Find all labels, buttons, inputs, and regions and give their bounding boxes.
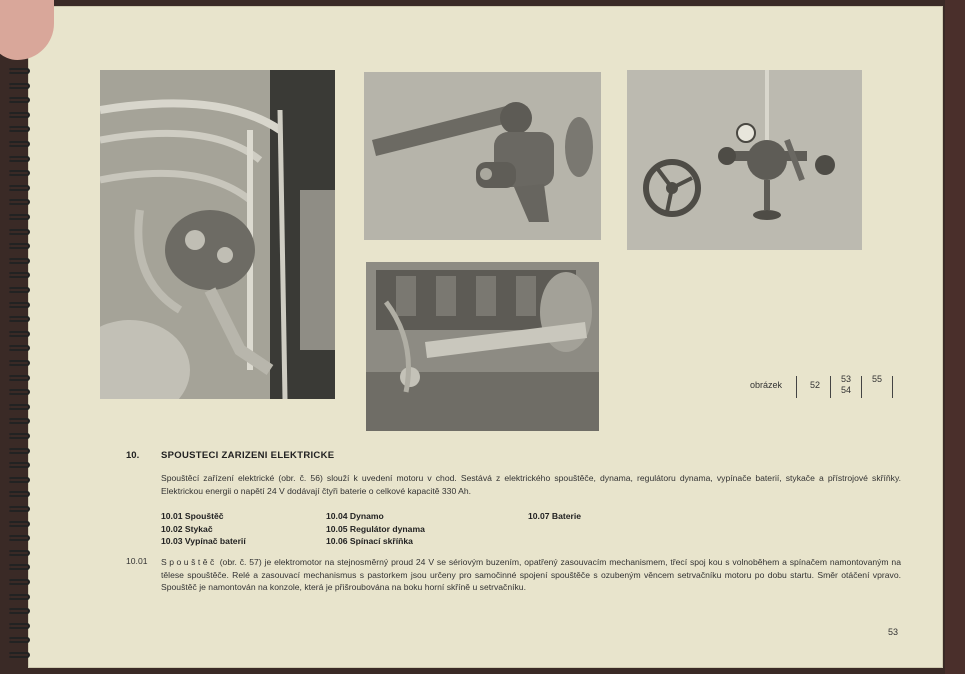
- spiral-ring: [8, 156, 30, 162]
- spiral-ring: [8, 302, 30, 308]
- subsection-text: (obr. č. 57) je elektromotor na stejnosměrný proud 24 V se sériovým buzením, opatřený zasouvacím mechanismem, třecí spoj kou s volnoběhem a spínačem namontovaným na tělese spouštěče. Relé a zasouvací mechanismus s pastorkem jsou určeny pro samočinné spojení spouštěče s ozubeným věncem setrvačníku motoru po dobu startu. Směr otáčení vpravo. Spouštěč je namontován na konzole, která je přišroubována na boku horní skříně u setrvačníku.: [161, 557, 901, 592]
- list-item: 10.06 Spínací skříňka: [326, 536, 413, 546]
- spiral-ring: [8, 199, 30, 205]
- page-number: 53: [888, 627, 899, 637]
- list-item: 10.07 Baterie: [528, 511, 582, 521]
- spiral-ring: [8, 97, 30, 103]
- legend-number-52: 52: [810, 380, 821, 390]
- handwheel-manifold-photo-icon: [627, 70, 862, 250]
- spiral-ring: [8, 185, 30, 191]
- spiral-ring: [8, 229, 30, 235]
- subsection-paragraph: [161, 556, 901, 594]
- spiral-ring: [8, 83, 30, 89]
- spiral-ring: [8, 652, 30, 658]
- spiral-ring: [8, 448, 30, 454]
- spiral-ring: [8, 623, 30, 629]
- spiral-ring: [8, 477, 30, 483]
- spiral-ring: [8, 287, 30, 293]
- spiral-ring: [8, 433, 30, 439]
- legend-divider: [861, 376, 862, 398]
- spiral-ring: [8, 112, 30, 118]
- legend-number-55: 55: [872, 374, 883, 384]
- spiral-ring: [8, 375, 30, 381]
- list-item: 10.01 Spouštěč: [161, 511, 224, 521]
- spiral-ring: [8, 608, 30, 614]
- spiral-ring: [8, 404, 30, 410]
- list-item: 10.02 Stykač: [161, 523, 213, 534]
- photo-handwheel-manifold: [627, 70, 862, 250]
- spiral-ring: [8, 331, 30, 337]
- list-item: 10.03 Vypínač baterií: [161, 536, 246, 546]
- section-number: 10.: [126, 450, 140, 461]
- legend-divider: [796, 376, 797, 398]
- legend-label: obrázek: [750, 380, 783, 390]
- spiral-ring: [8, 345, 30, 351]
- spiral-ring: [8, 389, 30, 395]
- spiral-ring: [8, 418, 30, 424]
- spiral-ring: [8, 535, 30, 541]
- spiral-ring: [8, 272, 30, 278]
- photo-engine-block: [366, 262, 599, 431]
- item-list-column-2: [326, 510, 425, 548]
- spiral-ring: [8, 506, 30, 512]
- engine-pipes-photo-icon: [100, 70, 335, 399]
- subsection-term: Spouštěč: [161, 557, 217, 567]
- spiral-ring: [8, 550, 30, 556]
- spiral-ring: [8, 258, 30, 264]
- list-item: 10.04 Dynamo: [326, 511, 384, 521]
- spiral-ring: [8, 126, 30, 132]
- spiral-ring: [8, 243, 30, 249]
- spiral-binding: [8, 68, 32, 668]
- subsection-number: 10.01: [126, 556, 148, 566]
- legend-number-53: 53: [841, 374, 852, 384]
- spiral-ring: [8, 521, 30, 527]
- spiral-ring: [8, 141, 30, 147]
- engine-block-photo-icon: [366, 262, 599, 431]
- spiral-ring: [8, 637, 30, 643]
- spiral-ring: [8, 564, 30, 570]
- spiral-ring: [8, 579, 30, 585]
- valve-lever-photo-icon: [364, 72, 601, 240]
- photo-engine-pipes: [100, 70, 335, 399]
- spiral-ring: [8, 68, 30, 74]
- item-list-column-3: [528, 510, 581, 523]
- background-edge: [945, 0, 965, 674]
- spiral-ring: [8, 214, 30, 220]
- spiral-ring: [8, 594, 30, 600]
- spiral-ring: [8, 316, 30, 322]
- section-title: SPOUSTECI ZARIZENI ELEKTRICKE: [161, 450, 335, 461]
- legend-number-54: 54: [841, 385, 852, 395]
- section-intro-paragraph: Spouštěcí zařízení elektrické (obr. č. 56) slouží k uvedení motoru v chod. Sestává z elektrického spouštěče, dynama, regulátoru dynama, vypínače baterií, stykače a přístrojové skříňky. Elektrickou energii o napětí 24 V dodávají čtyři baterie o celkové kapacitě 330 Ah.: [161, 473, 901, 496]
- spiral-ring: [8, 360, 30, 366]
- legend-divider: [892, 376, 893, 398]
- list-item: 10.05 Regulátor dynama: [326, 523, 425, 534]
- legend-divider: [830, 376, 831, 398]
- spiral-ring: [8, 491, 30, 497]
- photo-valve-lever: [364, 72, 601, 240]
- item-list-column-1: [161, 510, 246, 548]
- spiral-ring: [8, 170, 30, 176]
- book-page: [28, 6, 943, 668]
- spiral-ring: [8, 462, 30, 468]
